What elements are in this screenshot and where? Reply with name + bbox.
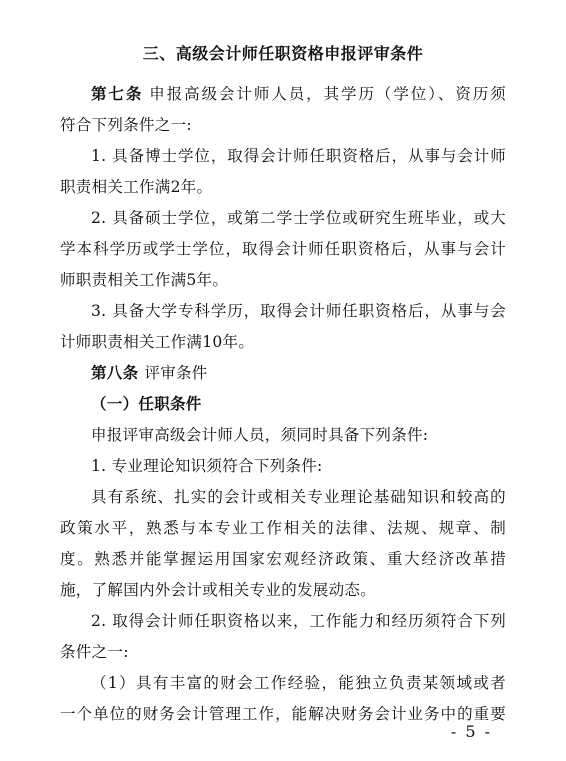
article-7-label: 第七条 xyxy=(91,85,144,103)
article-8-item-2-sub-1-line-2: 一个单位的财务会计管理工作，能解决财务会计业务中的重要 xyxy=(60,705,506,723)
section-1-heading xyxy=(91,394,506,414)
article-8-item-2-line-2: 条件之一: xyxy=(60,643,129,661)
article-8-label: 第八条 xyxy=(91,364,139,382)
article-8-heading-line xyxy=(91,363,506,383)
article-7-item-3-line-1: 3. 具备大学专科学历，取得会计师任职资格后，从事与会 xyxy=(91,302,506,320)
article-8-text: 评审条件 xyxy=(144,364,208,382)
section-1-intro: 申报评审高级会计师人员，须同时具备下列条件: xyxy=(91,426,429,444)
article-7-line-2: 符合下列条件之一: xyxy=(60,116,192,134)
section-title: 三、高级会计师任职资格申报评审条件 xyxy=(142,44,424,63)
page-number: - 5 - xyxy=(450,722,492,741)
article-7-item-2-line-1: 2. 具备硕士学位，或第二学士学位或研究生班毕业，或大 xyxy=(91,209,506,227)
article-8-item-1-para-line-1: 具有系统、扎实的会计或相关专业理论基础知识和较高的 xyxy=(91,488,506,506)
article-7-item-1-line-1: 1. 具备博士学位，取得会计师任职资格后，从事与会计师 xyxy=(91,147,506,165)
article-8-item-1-para-line-3: 度。熟悉并能掌握运用国家宏观经济政策、重大经济改革措 xyxy=(60,550,506,568)
article-8-item-1-para-line-4: 施，了解国内外会计或相关专业的发展动态。 xyxy=(60,581,377,599)
article-7-item-2-line-3: 师职责相关工作满5年。 xyxy=(60,271,229,289)
article-7-text: 申报高级会计师人员，其学历（学位）、资历须 xyxy=(149,85,506,103)
article-8-item-1-line-1: 1. 专业理论知识须符合下列条件: xyxy=(91,457,323,475)
section-1-heading-text: （一）任职条件 xyxy=(91,395,202,413)
article-8-item-2-line-1: 2. 取得会计师任职资格以来，工作能力和经历须符合下列 xyxy=(91,612,506,630)
article-8-item-2-sub-1-line-1: （1）具有丰富的财会工作经验，能独立负责某领域或者 xyxy=(91,674,506,692)
article-7-item-1-line-2: 职责相关工作满2年。 xyxy=(60,178,213,196)
article-8-item-1-para-line-2: 政策水平，熟悉与本专业工作相关的法律、法规、规章、制 xyxy=(60,519,506,537)
article-7-line-1 xyxy=(91,84,506,104)
article-7-item-2-line-2: 学本科学历或学士学位，取得会计师任职资格后，从事与会计 xyxy=(60,240,506,258)
article-7-item-3-line-2: 计师职责相关工作满10年。 xyxy=(60,333,255,351)
